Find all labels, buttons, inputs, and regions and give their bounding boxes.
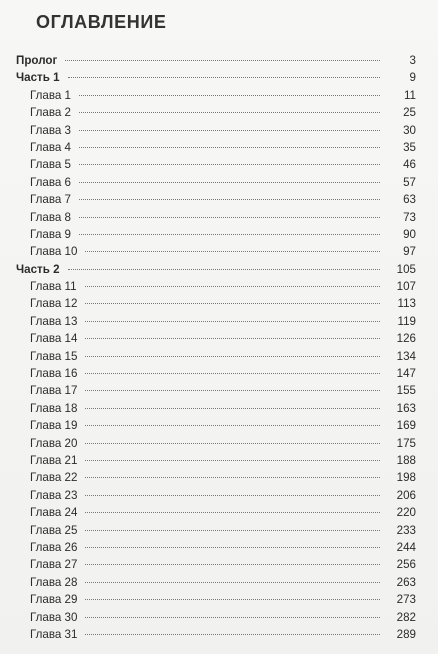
toc-page-number: 107 [396, 280, 416, 294]
dot-leader [85, 302, 380, 304]
toc-page-number: 147 [396, 367, 416, 381]
toc-chapter-entry [16, 522, 416, 539]
toc-chapter-entry [16, 243, 416, 260]
toc-chapter-entry [16, 191, 416, 208]
toc-page-number: 256 [396, 558, 416, 572]
toc-chapter-entry [16, 539, 416, 556]
toc-chapter-entry [16, 382, 416, 399]
dot-leader [85, 598, 380, 600]
page-title: ОГЛАВЛЕНИЕ [36, 12, 167, 32]
toc-page-number: 244 [396, 540, 416, 554]
toc-entry-label: Глава 31 [30, 627, 78, 641]
toc-entry-label: Глава 25 [30, 523, 78, 537]
toc-page-number: 273 [396, 593, 416, 607]
table-of-contents [16, 52, 416, 643]
dot-leader [79, 163, 380, 165]
toc-page-number: 63 [403, 193, 416, 207]
dot-leader [68, 76, 380, 78]
dot-leader [85, 250, 380, 252]
toc-entry-label: Глава 27 [30, 558, 78, 572]
dot-leader [85, 285, 380, 287]
toc-entry-label: Глава 10 [30, 245, 78, 259]
toc-page-number: 113 [397, 297, 416, 311]
dot-leader [85, 459, 380, 461]
dot-leader [85, 494, 380, 496]
toc-chapter-entry [16, 609, 416, 626]
toc-page-number: 155 [396, 384, 416, 398]
toc-entry-label: Глава 11 [30, 280, 77, 294]
toc-entry-label: Глава 16 [30, 367, 78, 381]
toc-page-number: 30 [403, 123, 416, 137]
toc-chapter-entry [16, 87, 416, 104]
toc-page-number: 233 [396, 523, 416, 537]
dot-leader [85, 563, 380, 565]
toc-chapter-entry [16, 330, 416, 347]
toc-entry-label: Пролог [16, 54, 58, 67]
toc-page-number: 169 [396, 419, 416, 433]
dot-leader [85, 320, 380, 322]
dot-leader [85, 407, 380, 409]
toc-page-number: 25 [403, 106, 416, 120]
toc-chapter-entry [16, 417, 416, 434]
toc-entry-label: Глава 13 [30, 314, 78, 328]
dot-leader [85, 355, 380, 357]
dot-leader [85, 581, 380, 583]
toc-chapter-entry [16, 226, 416, 243]
toc-page-number: 9 [409, 71, 416, 85]
toc-entry-label: Глава 14 [30, 332, 78, 346]
toc-page-number: 11 [403, 88, 416, 102]
toc-page-number: 105 [396, 262, 416, 276]
toc-chapter-entry [16, 574, 416, 591]
dot-leader [79, 198, 380, 200]
toc-chapter-entry [16, 209, 416, 226]
toc-chapter-entry [16, 469, 416, 486]
dot-leader [79, 181, 380, 183]
dot-leader [85, 616, 380, 618]
toc-entry-label: Часть 1 [16, 71, 60, 85]
toc-entry-label: Глава 29 [30, 593, 78, 607]
toc-entry-label: Глава 2 [30, 106, 71, 120]
dot-leader [79, 94, 380, 96]
toc-chapter-entry [16, 504, 416, 521]
dot-leader [85, 529, 380, 531]
toc-entry-label: Глава 30 [30, 610, 78, 624]
toc-page-number: 126 [396, 332, 416, 346]
toc-page-number: 134 [396, 349, 416, 363]
toc-chapter-entry [16, 435, 416, 452]
toc-entry-label: Глава 4 [30, 140, 71, 154]
toc-entry-label: Глава 8 [30, 210, 71, 224]
toc-page-number: 163 [396, 401, 416, 415]
dot-leader [79, 146, 380, 148]
dot-leader [85, 337, 380, 339]
toc-chapter-entry [16, 104, 416, 121]
dot-leader [79, 111, 380, 113]
toc-entry-label: Глава 22 [30, 471, 78, 485]
toc-chapter-entry [16, 313, 416, 330]
toc-entry-label: Часть 2 [16, 262, 60, 276]
dot-leader [79, 233, 380, 235]
toc-page-number: 198 [396, 471, 416, 485]
dot-leader [85, 546, 380, 548]
toc-chapter-entry [16, 556, 416, 573]
toc-part-entry [16, 52, 416, 69]
toc-entry-label: Глава 23 [30, 488, 78, 502]
toc-page-number: 97 [403, 245, 416, 259]
toc-entry-label: Глава 12 [30, 297, 78, 311]
toc-page-number: 57 [403, 175, 416, 189]
dot-leader [65, 59, 380, 61]
dot-leader [85, 511, 380, 513]
toc-page-number: 119 [397, 314, 416, 328]
dot-leader [85, 424, 380, 426]
toc-part-entry [16, 69, 416, 86]
toc-page-number: 289 [396, 627, 416, 641]
toc-page-number: 282 [396, 610, 416, 624]
toc-chapter-entry [16, 295, 416, 312]
toc-entry-label: Глава 24 [30, 506, 78, 520]
toc-entry-label: Глава 1 [30, 88, 71, 102]
toc-entry-label: Глава 3 [30, 123, 71, 137]
toc-entry-label: Глава 19 [30, 419, 78, 433]
toc-entry-label: Глава 21 [30, 453, 78, 467]
toc-chapter-entry [16, 365, 416, 382]
toc-entry-label: Глава 7 [30, 193, 71, 207]
dot-leader [85, 389, 380, 391]
dot-leader [85, 633, 380, 635]
toc-entry-label: Глава 26 [30, 540, 78, 554]
toc-page-number: 188 [396, 453, 416, 467]
toc-page-number: 206 [396, 488, 416, 502]
toc-entry-label: Глава 17 [30, 384, 78, 398]
dot-leader [85, 476, 380, 478]
toc-chapter-entry [16, 348, 416, 365]
toc-page-number: 175 [396, 436, 416, 450]
toc-chapter-entry [16, 591, 416, 608]
dot-leader [79, 129, 380, 131]
toc-chapter-entry [16, 156, 416, 173]
toc-entry-label: Глава 9 [30, 227, 71, 241]
toc-entry-label: Глава 28 [30, 575, 78, 589]
toc-chapter-entry [16, 122, 416, 139]
toc-entry-label: Глава 6 [30, 175, 71, 189]
toc-page-number: 46 [403, 158, 416, 172]
toc-page-number: 73 [403, 210, 416, 224]
toc-chapter-entry [16, 174, 416, 191]
toc-chapter-entry [16, 139, 416, 156]
toc-page-number: 35 [403, 140, 416, 154]
toc-page-number: 220 [396, 506, 416, 520]
toc-page-number: 3 [409, 54, 416, 67]
toc-entry-label: Глава 15 [30, 349, 78, 363]
toc-chapter-entry [16, 487, 416, 504]
toc-chapter-entry [16, 400, 416, 417]
toc-page-number: 263 [396, 575, 416, 589]
toc-chapter-entry [16, 452, 416, 469]
dot-leader [79, 216, 380, 218]
toc-entry-label: Глава 20 [30, 436, 78, 450]
toc-part-entry [16, 261, 416, 278]
toc-chapter-entry [16, 278, 416, 295]
toc-chapter-entry [16, 626, 416, 643]
toc-entry-label: Глава 5 [30, 158, 71, 172]
toc-page-number: 90 [403, 227, 416, 241]
dot-leader [85, 442, 380, 444]
dot-leader [68, 268, 380, 270]
dot-leader [85, 372, 380, 374]
toc-entry-label: Глава 18 [30, 401, 78, 415]
